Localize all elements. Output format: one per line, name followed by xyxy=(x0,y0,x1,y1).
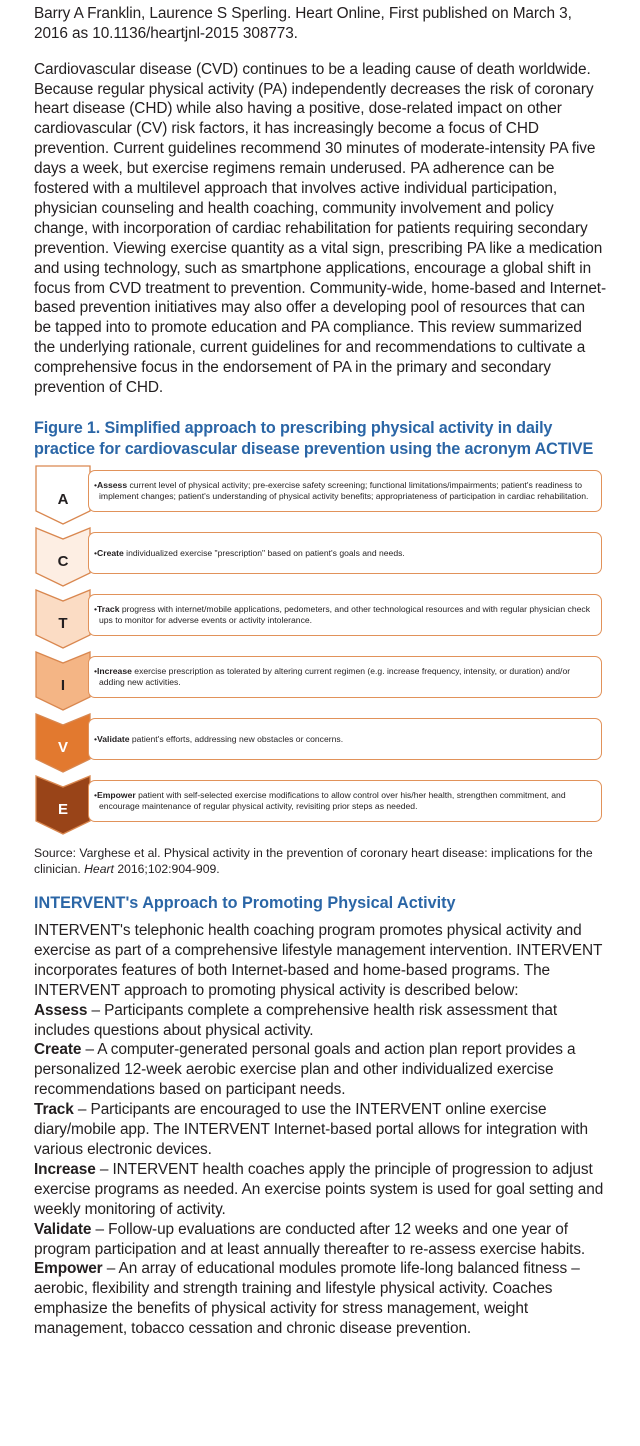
item-term: Create xyxy=(34,1041,82,1059)
step-increase xyxy=(34,651,606,711)
step-description: •Empower patient with self-selected exercise modifications to allow control over his/her health, strengthen commitment, and encourage maintenance of regular physical activity, revisiting prior steps as needed. xyxy=(94,790,566,811)
abstract-paragraph: Cardiovascular disease (CVD) continues to be a leading cause of death worldwide. Because regular physical activity (PA) independently decreases the risk of coronary heart disease (CHD) while also having a positive, dose-related impact on other cardiovascular (CV) risk factors, it has increasingly become a focus of CHD prevention. Current guidelines recommend 30 minutes of moderate-intensity PA five days a week, but exercise regimens remain underused. PA adherence can be fostered with a multilevel approach that involves active individual participation, physician counseling and health coaching, community involvement and policy change, with incorporation of cardiac rehabilitation for patients requiring secondary prevention. Viewing exercise quantity as a vital sign, prescribing PA like a medication and using technology, such as smartphone applications, encourage a global shift in focus from CVD treatment to prevention. Community-wide, home-based and Internet-based prevention initiatives may also offer a developing pool of resources that can be tapped into to promote education and PA compliance. This review summarized the underlying rationale, current guidelines for and recommendations to cultivate a comprehensive focus in the endorsement of PA in the primary and secondary prevention of CHD. xyxy=(34,60,606,397)
step-letter: E xyxy=(57,801,68,818)
step-keyword: Validate xyxy=(97,733,130,744)
step-empower xyxy=(34,775,606,835)
step-keyword: Assess xyxy=(97,480,128,491)
step-description: •Increase exercise prescription as tolerated by altering current regimen (e.g. increase frequency, intensity, or duration) and/or adding new activities. xyxy=(94,666,571,687)
step-keyword: Increase xyxy=(97,666,132,677)
item-term: Assess xyxy=(34,1001,88,1019)
approach-item-empower: Empower – An array of educational modules promote life-long balanced fitness – aerobic, flexibility and strength training and lifestyle physical activity. Coaches emphasize the benefits of physical activity for stress management, weight management, tobacco cessation and chronic disease prevention. xyxy=(34,1260,580,1338)
step-box xyxy=(88,656,602,698)
step-keyword: Track xyxy=(97,604,120,615)
step-description: •Validate patient's efforts, addressing new obstacles or concerns. xyxy=(94,733,344,744)
step-keyword: Create xyxy=(97,547,124,558)
chevron-v xyxy=(34,713,92,773)
figure-title: Figure 1. Simplified approach to prescribing physical activity in daily practice for cardiovascular disease prevention using the acronym ACTIVE xyxy=(34,419,594,458)
step-keyword: Empower xyxy=(97,790,136,801)
journal-name: Heart xyxy=(84,862,114,876)
step-box xyxy=(88,532,602,574)
step-box xyxy=(88,594,602,636)
section-title: INTERVENT's Approach to Promoting Physical Activity xyxy=(34,894,456,912)
approach-item-increase: Increase – INTERVENT health coaches apply the principle of progression to adjust exercise programs as needed. An exercise points system is used for goal setting and weekly monitoring of activity. xyxy=(34,1160,604,1218)
step-description: •Assess current level of physical activity; pre-exercise safety screening; functional limitations/impairments; patient's readiness to implement changes; patient's understanding of physical activity benefits; appropriateness of participation in cardiac rehabilitation. xyxy=(94,480,589,501)
step-box xyxy=(88,718,602,760)
step-box xyxy=(88,470,602,512)
approach-item-validate: Validate – Follow-up evaluations are conducted after 12 weeks and one year of program participation and at least annually thereafter to re-assess exercise habits. xyxy=(34,1220,586,1258)
section-intro: INTERVENT's telephonic health coaching program promotes physical activity and exercise as part of a comprehensive lifestyle management intervention. INTERVENT incorporates features of both Internet-based and home-based programs. The INTERVENT approach to promoting physical activity is described below: xyxy=(34,922,602,999)
approach-item-assess: Assess – Participants complete a comprehensive health risk assessment that includes questions about physical activity. xyxy=(34,1001,557,1039)
approach-item-track: Track – Participants are encouraged to use the INTERVENT online exercise diary/mobile app. The INTERVENT Internet-based portal allows for integration with various electronic devices. xyxy=(34,1101,588,1158)
chevron-a xyxy=(34,465,92,525)
step-description: •Create individualized exercise "prescription" based on patient's goals and needs. xyxy=(94,547,405,558)
step-description: •Track progress with internet/mobile applications, pedometers, and other technological resources and with regular physician check ups to monitor for adverse events or activity intolerance. xyxy=(94,604,591,625)
step-letter: I xyxy=(60,677,66,694)
step-letter: C xyxy=(57,553,69,570)
step-letter: V xyxy=(57,739,68,756)
approach-item-create: Create – A computer-generated personal goals and action plan report provides a personalized 12-week aerobic exercise plan and other individualized exercise recommendations based on participant needs. xyxy=(34,1041,576,1099)
step-letter: A xyxy=(57,491,69,508)
step-box xyxy=(88,780,602,822)
chevron-i xyxy=(34,651,92,711)
citation: Barry A Franklin, Laurence S Sperling. Heart Online, First published on March 3, 2016 as 10.1136/heartjnl-2015 308773. xyxy=(34,5,572,42)
step-letter: T xyxy=(58,615,68,632)
chevron-e xyxy=(34,775,92,835)
item-term: Track xyxy=(34,1101,74,1119)
step-validate xyxy=(34,713,606,773)
active-acronym-diagram xyxy=(34,465,606,835)
chevron-t xyxy=(34,589,92,649)
item-term: Empower xyxy=(34,1260,103,1278)
figure-source: Source: Varghese et al. Physical activity in the prevention of coronary heart disease: implications for the clinician. Heart 2016;102:904-909. xyxy=(34,846,593,876)
chevron-c xyxy=(34,527,92,587)
step-create xyxy=(34,527,606,587)
step-track xyxy=(34,589,606,649)
item-term: Validate xyxy=(34,1220,92,1238)
step-assess xyxy=(34,465,606,525)
item-term: Increase xyxy=(34,1160,96,1178)
